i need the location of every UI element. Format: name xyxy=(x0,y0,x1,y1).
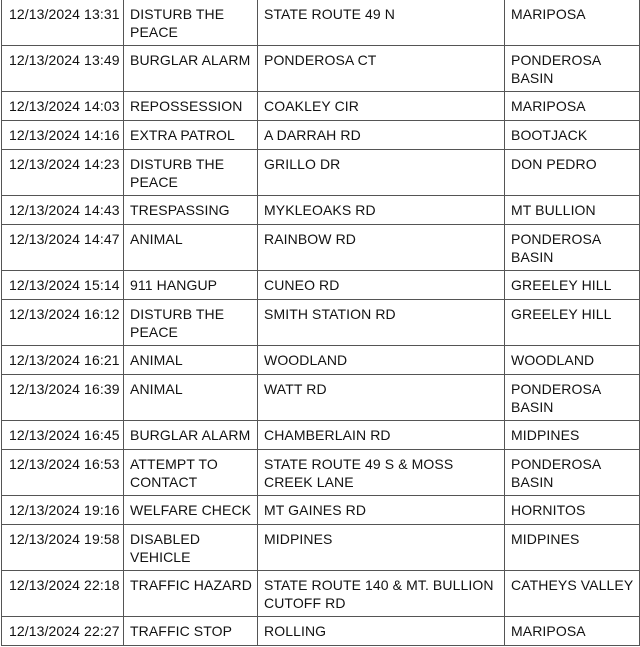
cell-location: WATT RD xyxy=(258,375,505,421)
cell-area: DON PEDRO xyxy=(505,150,640,196)
cell-datetime: 12/13/2024 14:23 xyxy=(2,150,124,196)
cell-area: PONDEROSA BASIN xyxy=(505,375,640,421)
cell-datetime: 12/13/2024 14:47 xyxy=(2,225,124,271)
cell-call-type: ANIMAL xyxy=(124,346,258,375)
cell-area: PONDEROSA BASIN xyxy=(505,225,640,271)
cell-location: PONDEROSA CT xyxy=(258,46,505,92)
cell-call-type: DISABLED VEHICLE xyxy=(124,525,258,571)
cell-datetime: 12/13/2024 14:16 xyxy=(2,121,124,150)
cell-datetime: 12/13/2024 14:43 xyxy=(2,196,124,225)
cell-location: MT GAINES RD xyxy=(258,496,505,525)
table-row xyxy=(2,0,640,46)
table-row xyxy=(2,271,640,300)
table-row xyxy=(2,346,640,375)
cell-datetime: 12/13/2024 16:21 xyxy=(2,346,124,375)
table-row xyxy=(2,300,640,346)
cell-area: MARIPOSA xyxy=(505,617,640,646)
table-row xyxy=(2,46,640,92)
cell-datetime: 12/13/2024 14:03 xyxy=(2,92,124,121)
table-row xyxy=(2,196,640,225)
cell-call-type: TRAFFIC STOP xyxy=(124,617,258,646)
cell-datetime: 12/13/2024 16:39 xyxy=(2,375,124,421)
cell-area: CATHEYS VALLEY xyxy=(505,571,640,617)
cell-area: MARIPOSA xyxy=(505,92,640,121)
table-row xyxy=(2,375,640,421)
cell-datetime: 12/13/2024 13:31 xyxy=(2,0,124,46)
table-row xyxy=(2,525,640,571)
cell-area: BOOTJACK xyxy=(505,121,640,150)
cell-location: COAKLEY CIR xyxy=(258,92,505,121)
cell-location: ROLLING xyxy=(258,617,505,646)
cell-call-type: REPOSSESSION xyxy=(124,92,258,121)
cell-area: MIDPINES xyxy=(505,525,640,571)
cell-location: CUNEO RD xyxy=(258,271,505,300)
cell-datetime: 12/13/2024 19:16 xyxy=(2,496,124,525)
cell-location: WOODLAND xyxy=(258,346,505,375)
cell-call-type: ANIMAL xyxy=(124,225,258,271)
cell-location: CHAMBERLAIN RD xyxy=(258,421,505,450)
table-row xyxy=(2,496,640,525)
incident-log-table xyxy=(1,0,640,646)
cell-area: GREELEY HILL xyxy=(505,300,640,346)
cell-call-type: DISTURB THE PEACE xyxy=(124,0,258,46)
cell-call-type: BURGLAR ALARM xyxy=(124,46,258,92)
cell-datetime: 12/13/2024 19:58 xyxy=(2,525,124,571)
cell-location: SMITH STATION RD xyxy=(258,300,505,346)
cell-call-type: TRAFFIC HAZARD xyxy=(124,571,258,617)
cell-call-type: ATTEMPT TO CONTACT xyxy=(124,450,258,496)
table-row xyxy=(2,150,640,196)
cell-area: GREELEY HILL xyxy=(505,271,640,300)
cell-call-type: WELFARE CHECK xyxy=(124,496,258,525)
cell-call-type: ANIMAL xyxy=(124,375,258,421)
cell-location: GRILLO DR xyxy=(258,150,505,196)
cell-location: STATE ROUTE 49 S & MOSS CREEK LANE xyxy=(258,450,505,496)
cell-datetime: 12/13/2024 13:49 xyxy=(2,46,124,92)
cell-call-type: BURGLAR ALARM xyxy=(124,421,258,450)
cell-call-type: 911 HANGUP xyxy=(124,271,258,300)
cell-location: MYKLEOAKS RD xyxy=(258,196,505,225)
cell-area: WOODLAND xyxy=(505,346,640,375)
cell-datetime: 12/13/2024 16:45 xyxy=(2,421,124,450)
cell-area: PONDEROSA BASIN xyxy=(505,46,640,92)
cell-location: A DARRAH RD xyxy=(258,121,505,150)
table-row xyxy=(2,421,640,450)
table-row xyxy=(2,225,640,271)
cell-datetime: 12/13/2024 16:12 xyxy=(2,300,124,346)
cell-call-type: TRESPASSING xyxy=(124,196,258,225)
cell-area: MARIPOSA xyxy=(505,0,640,46)
cell-datetime: 12/13/2024 22:27 xyxy=(2,617,124,646)
cell-area: PONDEROSA BASIN xyxy=(505,450,640,496)
table-row xyxy=(2,450,640,496)
incident-log-body xyxy=(2,0,640,646)
cell-datetime: 12/13/2024 16:53 xyxy=(2,450,124,496)
cell-datetime: 12/13/2024 22:18 xyxy=(2,571,124,617)
cell-call-type: DISTURB THE PEACE xyxy=(124,300,258,346)
cell-location: STATE ROUTE 49 N xyxy=(258,0,505,46)
table-row xyxy=(2,571,640,617)
cell-location: RAINBOW RD xyxy=(258,225,505,271)
cell-call-type: EXTRA PATROL xyxy=(124,121,258,150)
cell-area: MIDPINES xyxy=(505,421,640,450)
cell-area: HORNITOS xyxy=(505,496,640,525)
cell-location: STATE ROUTE 140 & MT. BULLION CUTOFF RD xyxy=(258,571,505,617)
table-row xyxy=(2,92,640,121)
cell-location: MIDPINES xyxy=(258,525,505,571)
cell-area: MT BULLION xyxy=(505,196,640,225)
cell-datetime: 12/13/2024 15:14 xyxy=(2,271,124,300)
cell-call-type: DISTURB THE PEACE xyxy=(124,150,258,196)
table-row xyxy=(2,617,640,646)
table-row xyxy=(2,121,640,150)
